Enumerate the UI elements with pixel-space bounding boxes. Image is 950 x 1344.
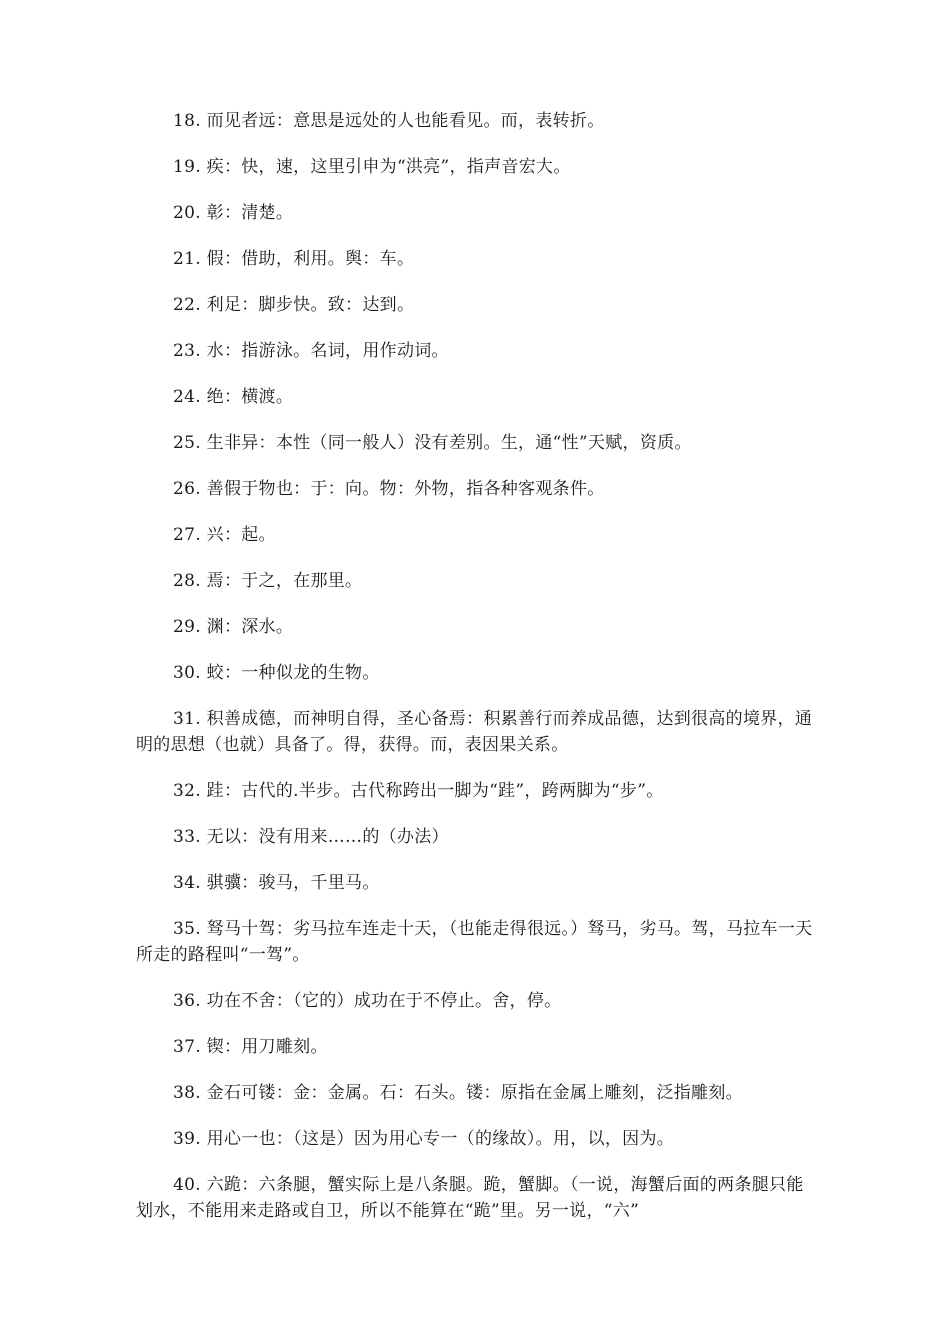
annotation-item: 28. 焉：于之，在那里。 bbox=[173, 571, 363, 591]
annotation-item: 23. 水：指游泳。名词，用作动词。 bbox=[173, 341, 449, 361]
annotation-item: 38. 金石可镂：金：金属。石：石头。镂：原指在金属上雕刻，泛指雕刻。 bbox=[173, 1083, 743, 1103]
annotation-item: 26. 善假于物也：于：向。物：外物，指各种客观条件。 bbox=[173, 479, 605, 499]
annotation-item: 30. 蛟：一种似龙的生物。 bbox=[173, 663, 380, 683]
annotation-item: 37. 锲：用刀雕刻。 bbox=[173, 1037, 328, 1057]
annotation-item: 22. 利足：脚步快。致：达到。 bbox=[173, 295, 415, 315]
annotation-item: 20. 彰：清楚。 bbox=[173, 203, 294, 223]
annotation-item: 31. 积善成德，而神明自得，圣心备焉：积累善行而养成品德，达到很高的境界，通明的思想（也就）具备了。得，获得。而，表因果关系。 bbox=[136, 709, 813, 755]
annotation-item: 34. 骐骥：骏马，千里马。 bbox=[173, 873, 380, 893]
annotation-item: 32. 跬：古代的.半步。古代称跨出一脚为“跬”，跨两脚为“步”。 bbox=[173, 781, 664, 801]
annotation-item: 36. 功在不舍：（它的）成功在于不停止。舍，停。 bbox=[173, 991, 562, 1011]
annotation-item: 40. 六跪：六条腿，蟹实际上是八条腿。跪，蟹脚。（一说，海蟹后面的两条腿只能划水，不能用来走路或自卫，所以不能算在“跪”里。另一说，“六” bbox=[136, 1175, 804, 1221]
annotation-list bbox=[136, 108, 816, 1224]
annotation-item: 25. 生非异：本性（同一般人）没有差别。生，通“性”天赋，资质。 bbox=[173, 433, 692, 453]
annotation-item: 19. 疾：快，速，这里引申为“洪亮”，指声音宏大。 bbox=[173, 157, 571, 177]
annotation-item: 27. 兴：起。 bbox=[173, 525, 276, 545]
annotation-item: 35. 驽马十驾：劣马拉车连走十天，（也能走得很远。）驽马，劣马。驾，马拉车一天所走的路程叫“一驾”。 bbox=[136, 919, 813, 965]
annotation-item: 33. 无以：没有用来……的（办法） bbox=[173, 827, 449, 847]
annotation-item: 24. 绝：横渡。 bbox=[173, 387, 294, 407]
annotation-item: 29. 渊：深水。 bbox=[173, 617, 294, 637]
annotation-item: 18. 而见者远：意思是远处的人也能看见。而，表转折。 bbox=[173, 111, 605, 131]
annotation-item: 21. 假：借助，利用。舆：车。 bbox=[173, 249, 415, 269]
annotation-item: 39. 用心一也：（这是）因为用心专一（的缘故）。用，以，因为。 bbox=[173, 1129, 675, 1149]
